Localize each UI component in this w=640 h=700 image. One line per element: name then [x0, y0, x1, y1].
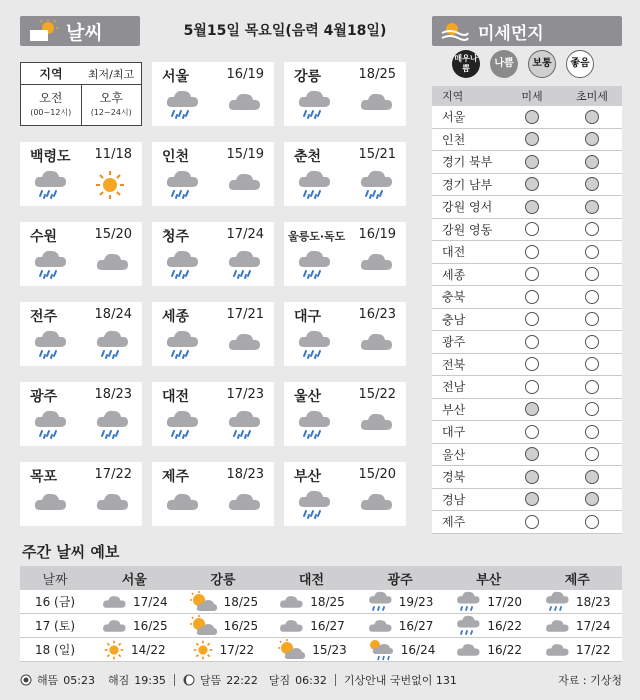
sun-icon — [192, 640, 214, 660]
pm10-indicator — [525, 515, 539, 529]
weekly-row — [20, 590, 622, 614]
footer — [20, 670, 622, 690]
rain-icon — [226, 410, 262, 444]
city-name: 전주 — [30, 309, 58, 325]
weekly-temp: 17/24 — [133, 594, 168, 609]
pm25-indicator — [585, 380, 599, 394]
sun-icon — [94, 170, 126, 204]
weekly-row — [20, 638, 622, 662]
cloud-icon — [101, 593, 127, 611]
city-name: 수원 — [30, 229, 58, 245]
weekly-cell — [356, 591, 445, 613]
dust-table — [432, 86, 622, 534]
dust-region: 인천 — [442, 132, 466, 147]
rain-icon — [296, 170, 332, 204]
city-temp: 15/22 — [358, 387, 396, 402]
city-name: 백령도 — [30, 149, 71, 165]
city-name: 청주 — [162, 229, 190, 245]
dust-table-header: 지역 미세 초미세 — [432, 86, 622, 106]
city-temp: 17/21 — [226, 307, 264, 322]
dust-row — [432, 219, 622, 242]
city-temp: 17/22 — [94, 467, 132, 482]
dust-region: 충남 — [442, 312, 466, 327]
city-name: 인천 — [162, 149, 190, 165]
pm25-indicator — [585, 267, 599, 281]
weekly-date: 18 (일) — [34, 643, 76, 657]
weekly-temp: 16/25 — [223, 618, 259, 633]
weekly-temp: 15/23 — [312, 642, 347, 657]
legend-am: 오전 (00~12시) — [30, 91, 72, 117]
city-card — [20, 302, 142, 366]
weekly-cell — [267, 617, 356, 635]
cloud-icon — [544, 617, 570, 635]
cloud-icon — [101, 617, 127, 635]
city-temp: 17/23 — [226, 387, 264, 402]
city-temp: 15/19 — [226, 147, 264, 162]
partlyrain-icon — [365, 638, 395, 662]
city-temp: 15/20 — [94, 227, 132, 242]
weekly-temp: 16/22 — [487, 618, 522, 633]
cloud-icon — [358, 90, 394, 118]
source: 자료 : 기상청 — [558, 674, 622, 687]
weekly-cell — [90, 640, 179, 660]
dust-region: 경기 북부 — [442, 155, 493, 170]
rain-icon — [367, 591, 393, 613]
dust-region: 서울 — [442, 110, 466, 125]
weather-title: 날씨 — [66, 21, 103, 44]
city-card — [152, 382, 274, 446]
dust-row — [432, 106, 622, 129]
cloud-icon — [164, 490, 200, 518]
pm10-indicator — [525, 335, 539, 349]
rain-icon — [32, 170, 68, 204]
cloud-icon — [358, 410, 394, 438]
dust-row — [432, 129, 622, 152]
city-temp: 18/23 — [94, 387, 132, 402]
rain-icon — [226, 250, 262, 284]
weekly-row — [20, 614, 622, 638]
wind-sun-icon — [440, 20, 470, 42]
city-card — [284, 462, 406, 526]
weekly-temp: 18/25 — [310, 594, 345, 609]
cloud-icon — [94, 250, 130, 278]
pm25-indicator — [585, 177, 599, 191]
dust-row — [432, 309, 622, 332]
pm25-indicator — [585, 155, 599, 169]
city-temp: 15/20 — [358, 467, 396, 482]
weekly-temp: 16/25 — [133, 618, 168, 633]
rain-icon — [296, 410, 332, 444]
city-card — [20, 222, 142, 286]
city-card — [20, 462, 142, 526]
pm25-indicator — [585, 110, 599, 124]
city-name: 제주 — [162, 469, 190, 485]
weekly-cell — [356, 617, 445, 635]
weekly-temp: 18/23 — [575, 594, 611, 609]
weekly-cell — [444, 591, 533, 613]
pm10-indicator — [525, 200, 539, 214]
pm10-indicator — [525, 492, 539, 506]
pm25-indicator — [585, 402, 599, 416]
weekly-table — [20, 566, 622, 662]
weekly-cell — [267, 639, 356, 661]
rain-icon — [455, 615, 481, 637]
pm10-indicator — [525, 402, 539, 416]
weekly-cell — [356, 638, 445, 662]
cloud-icon — [94, 490, 130, 518]
city-temp: 17/24 — [226, 227, 264, 242]
cloud-icon — [544, 641, 570, 659]
legend-box — [20, 62, 142, 126]
city-name: 대구 — [294, 309, 322, 325]
city-temp: 18/23 — [226, 467, 264, 482]
weekly-temp: 17/22 — [575, 642, 611, 657]
city-name: 춘천 — [294, 149, 322, 165]
dust-region: 강원 영서 — [442, 200, 493, 215]
rain-icon — [296, 90, 332, 124]
weekly-header: 날짜 서울 강릉 대전 광주 부산 제주 — [20, 566, 622, 590]
dust-region: 대전 — [442, 245, 466, 260]
dust-row — [432, 241, 622, 264]
pm10-indicator — [525, 155, 539, 169]
sun-icon — [103, 640, 125, 660]
pm25-indicator — [585, 200, 599, 214]
dust-region: 경북 — [442, 470, 466, 485]
dust-row — [432, 399, 622, 422]
city-name: 울릉도·독도 — [288, 230, 346, 243]
rain-icon — [94, 330, 130, 364]
dust-region: 제주 — [442, 515, 466, 530]
partly-icon — [276, 639, 306, 661]
rain-icon — [164, 410, 200, 444]
pm10-indicator — [525, 222, 539, 236]
dust-region: 대구 — [442, 425, 466, 440]
city-card — [20, 382, 142, 446]
cloud-icon — [358, 250, 394, 278]
pm10-indicator — [525, 357, 539, 371]
city-name: 강릉 — [294, 69, 322, 85]
dust-region: 충북 — [442, 290, 466, 305]
weekly-temp: 16/27 — [310, 618, 345, 633]
city-temp: 11/18 — [94, 147, 132, 162]
pm25-indicator — [585, 312, 599, 326]
pm10-indicator — [525, 177, 539, 191]
weekly-temp: 18/25 — [223, 594, 259, 609]
cloud-icon — [455, 641, 481, 659]
rain-icon — [164, 170, 200, 204]
weekly-cell — [179, 615, 268, 637]
weekly-date: 16 (금) — [34, 595, 76, 609]
pm10-indicator — [525, 132, 539, 146]
weekly-cell — [179, 591, 268, 613]
city-name: 대전 — [162, 389, 190, 405]
dust-region: 경기 남부 — [442, 177, 493, 192]
sun-times: 해뜸 05:23 해짐 19:35 — [20, 672, 166, 688]
partly-icon — [188, 591, 218, 613]
city-card — [152, 222, 274, 286]
dust-region: 전북 — [442, 357, 466, 372]
weekly-cell — [90, 593, 179, 611]
city-name: 목포 — [30, 469, 58, 485]
dust-row — [432, 174, 622, 197]
weekly-date: 17 (토) — [34, 619, 76, 633]
dust-legend — [452, 50, 594, 78]
cloud-icon — [226, 490, 262, 518]
legend-normal: 보통 — [528, 50, 556, 78]
cloud-icon — [226, 330, 262, 358]
weekly-temp: 16/24 — [400, 642, 436, 657]
legend-pm: 오후 (12~24시) — [81, 85, 142, 125]
rain-icon — [296, 490, 332, 524]
rain-icon — [32, 250, 68, 284]
legend-region: 지역 — [39, 67, 63, 81]
pm25-indicator — [585, 290, 599, 304]
pm25-indicator — [585, 245, 599, 259]
weekly-temp: 17/22 — [219, 642, 255, 657]
city-card — [152, 142, 274, 206]
dust-row — [432, 421, 622, 444]
weekly-cell — [533, 617, 622, 635]
legend-good: 좋음 — [566, 50, 594, 78]
dust-title-bar — [432, 16, 622, 46]
moon-icon — [183, 674, 195, 686]
rain-icon — [164, 330, 200, 364]
pm10-indicator — [525, 380, 539, 394]
rain-icon — [296, 250, 332, 284]
pm25-indicator — [585, 357, 599, 371]
sun-cloud-icon — [28, 19, 60, 43]
city-name: 서울 — [162, 69, 190, 85]
weekly-temp: 19/23 — [398, 594, 434, 609]
rain-icon — [455, 591, 481, 613]
dust-region: 울산 — [442, 447, 466, 462]
dust-row — [432, 286, 622, 309]
city-card — [284, 142, 406, 206]
cloud-icon — [367, 617, 393, 635]
weekly-temp: 16/27 — [398, 618, 434, 633]
rain-icon — [94, 410, 130, 444]
weekly-title: 주간 날씨 예보 — [22, 543, 120, 561]
rain-icon — [358, 170, 394, 204]
city-card — [284, 222, 406, 286]
dust-region: 광주 — [442, 335, 466, 350]
city-card — [152, 62, 274, 126]
weekly-cell — [267, 593, 356, 611]
legend-minmax: 최저/최고 — [87, 67, 135, 81]
dust-row — [432, 489, 622, 512]
forecast-date: 5월15일 목요일(음력 4월18일) — [183, 23, 387, 39]
city-temp: 18/25 — [358, 67, 396, 82]
weekly-temp: 14/22 — [131, 642, 166, 657]
cloud-icon — [358, 330, 394, 358]
pm25-indicator — [585, 447, 599, 461]
weekly-temp: 17/20 — [487, 594, 522, 609]
city-card — [284, 302, 406, 366]
city-name: 울산 — [294, 389, 322, 405]
pm10-indicator — [525, 267, 539, 281]
rain-icon — [164, 250, 200, 284]
weekly-cell — [444, 615, 533, 637]
rain-icon — [32, 330, 68, 364]
pm10-indicator — [525, 470, 539, 484]
hotline: 기상안내 국번없이 131 — [343, 674, 457, 687]
dust-region: 경남 — [442, 492, 466, 507]
weekly-temp: 17/24 — [575, 618, 611, 633]
cloud-icon — [226, 90, 262, 118]
city-name: 광주 — [30, 389, 58, 405]
pm25-indicator — [585, 515, 599, 529]
pm25-indicator — [585, 492, 599, 506]
city-card — [152, 302, 274, 366]
pm10-indicator — [525, 312, 539, 326]
dust-row — [432, 444, 622, 467]
rain-icon — [32, 410, 68, 444]
dust-region: 세종 — [442, 267, 466, 282]
moon-times: 달뜸 22:22 달짐 06:32 — [183, 672, 327, 688]
city-temp: 16/19 — [226, 67, 264, 82]
city-temp: 16/23 — [358, 307, 396, 322]
pm10-indicator — [525, 425, 539, 439]
city-temp: 15/21 — [358, 147, 396, 162]
cloud-icon — [358, 490, 394, 518]
partly-icon — [188, 615, 218, 637]
dust-row — [432, 151, 622, 174]
sunrise-icon — [20, 674, 32, 686]
pm10-indicator — [525, 245, 539, 259]
dust-row — [432, 264, 622, 287]
cloud-icon — [226, 170, 262, 198]
rain-icon — [544, 591, 570, 613]
cloud-icon — [278, 593, 304, 611]
cloud-icon — [278, 617, 304, 635]
pm10-indicator — [525, 290, 539, 304]
weekly-cell — [179, 640, 268, 660]
pm10-indicator — [525, 447, 539, 461]
pm25-indicator — [585, 132, 599, 146]
rain-icon — [296, 330, 332, 364]
dust-row — [432, 466, 622, 489]
dust-row — [432, 511, 622, 534]
dust-region: 전남 — [442, 380, 466, 395]
dust-row — [432, 354, 622, 377]
weather-title-bar — [20, 16, 140, 46]
pm25-indicator — [585, 222, 599, 236]
weekly-cell — [90, 617, 179, 635]
weekly-temp: 16/22 — [487, 642, 522, 657]
pm10-indicator — [525, 110, 539, 124]
city-temp: 16/19 — [358, 227, 396, 242]
pm25-indicator — [585, 470, 599, 484]
city-card — [20, 142, 142, 206]
dust-row — [432, 376, 622, 399]
dust-row — [432, 196, 622, 219]
dust-row — [432, 331, 622, 354]
city-name: 세종 — [162, 309, 190, 325]
legend-very-bad: 매우나쁨 — [452, 50, 480, 78]
rain-icon — [164, 90, 200, 124]
cloud-icon — [32, 490, 68, 518]
city-card — [284, 382, 406, 446]
pm25-indicator — [585, 425, 599, 439]
city-temp: 18/24 — [94, 307, 132, 322]
dust-region: 부산 — [442, 402, 466, 417]
dust-region: 강원 영동 — [442, 222, 493, 237]
weekly-cell — [533, 591, 622, 613]
city-name: 부산 — [294, 469, 322, 485]
weekly-cell — [533, 641, 622, 659]
legend-bad: 나쁨 — [490, 50, 518, 78]
pm25-indicator — [585, 335, 599, 349]
dust-title: 미세먼지 — [478, 23, 544, 44]
weekly-cell — [444, 641, 533, 659]
city-card — [284, 62, 406, 126]
city-card — [152, 462, 274, 526]
